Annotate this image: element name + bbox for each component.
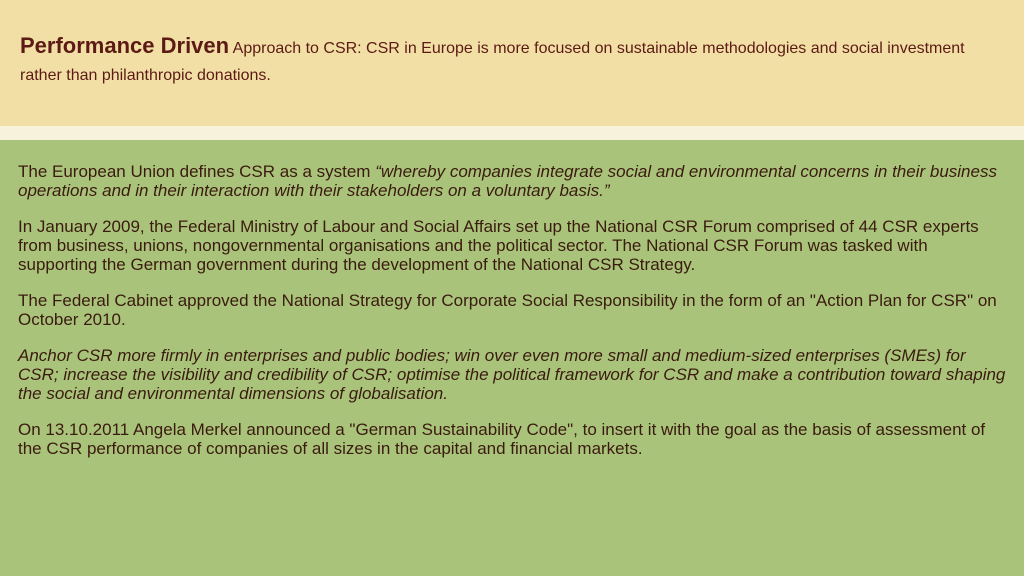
divider xyxy=(0,126,1024,140)
paragraph-objectives xyxy=(18,346,1008,403)
title-strong: Performance Driven xyxy=(20,33,230,58)
slide-title xyxy=(20,32,1010,89)
content-text xyxy=(18,162,1008,475)
eu-definition-text: The European Union defines CSR as a system xyxy=(18,162,376,181)
paragraph-sustainability-code: On 13.10.2011 Angela Merkel announced a "German Sustainability Code", to insert it with the goal as the basis of assessment of the CSR performance of companies of all sizes in the capital and financial markets. xyxy=(18,420,986,458)
paragraph-action-plan: The Federal Cabinet approved the National Strategy for Corporate Social Responsibility in the form of an "Action Plan for CSR" on October 2010. xyxy=(18,291,997,329)
eu-definition-quote: “whereby companies integrate social and environmental concerns in their business operations and in their interaction with their stakeholders on a voluntary basis.” xyxy=(18,162,997,200)
paragraph-eu-definition xyxy=(18,162,1008,200)
paragraph-national-forum: In January 2009, the Federal Ministry of Labour and Social Affairs set up the National CSR Forum comprised of 44 CSR experts from business, unions, nongovernmental organisations and the political sector. The National CSR Forum was tasked with supporting the German government during the development of the National CSR Strategy. xyxy=(18,217,979,274)
title-banner xyxy=(0,0,1024,126)
title-rest: Approach to CSR: CSR in Europe is more focused on sustainable methodologies and social investment rather than philanthropic donations. xyxy=(20,40,965,84)
objectives-text: Anchor CSR more firmly in enterprises and public bodies; win over even more small and medium-sized enterprises (SMEs) for CSR; increase the visibility and credibility of CSR; optimise the political framework for CSR and make a contribution toward shaping the social and environmental dimensions of globalisation. xyxy=(18,346,1006,403)
